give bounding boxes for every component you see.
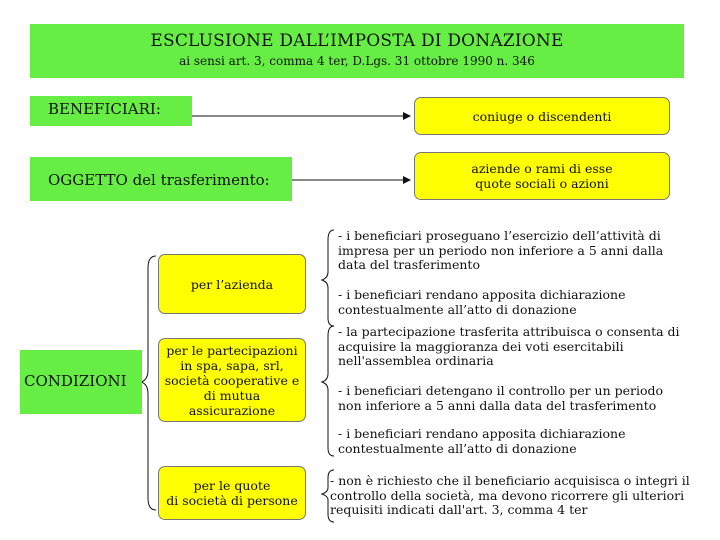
partecipazioni-condition-1: - la partecipazione trasferita attribuisca o consenta di acquisire la maggioranza dei voti esercitabili nell'assemblea ordinaria — [338, 324, 680, 368]
quote-label-line2: di società di persone — [166, 493, 298, 508]
quote-label-line1: per le quote — [193, 478, 271, 493]
quote-condition-1: - non è richiesto che il beneficiario acquisisca o integri il controllo della società, ma devono ricorrere gli ulteriori requisiti indicati dall'art. 3, comma 4 ter — [330, 473, 690, 517]
azienda-condition-1: - i beneficiari proseguano l’esercizio dell’attività di impresa per un periodo non inferiore a 5 anni dalla data del trasferimento — [338, 228, 664, 272]
beneficiari-label: BENEFICIARI: — [30, 96, 192, 126]
quote-box — [158, 466, 306, 520]
azienda-box — [158, 254, 306, 314]
oggetto-value-box — [414, 152, 670, 200]
azienda-label: per l’azienda — [190, 276, 274, 292]
beneficiari-value-box — [414, 97, 670, 135]
partecipazioni-condition-2: - i beneficiari detengano il controllo per un periodo non inferiore a 5 anni dalla data del trasferimento — [338, 383, 664, 413]
partecipazioni-condition-3: - i beneficiari rendano apposita dichiarazione contestualmente all’atto di donazione — [338, 426, 626, 456]
azienda-condition-2: - i beneficiari rendano apposita dichiarazione contestualmente all’atto di donazione — [338, 287, 626, 317]
partecipazioni-bracket — [322, 326, 334, 456]
page-title: ESCLUSIONE DALL’IMPOSTA DI DONAZIONE — [150, 31, 564, 51]
azienda-bracket — [322, 230, 334, 326]
oggetto-value-line1: aziende o rami di esse — [471, 161, 613, 176]
partecipazioni-box — [158, 338, 306, 422]
oggetto-label: OGGETTO del trasferimento: — [30, 157, 292, 201]
condizioni-bracket — [141, 256, 156, 510]
condizioni-label: CONDIZIONI — [20, 350, 142, 414]
beneficiari-value: coniuge o discendenti — [472, 108, 612, 124]
partecipazioni-label-line3: società cooperative e — [164, 372, 300, 388]
partecipazioni-label-line1: per le partecipazioni — [166, 342, 298, 358]
partecipazioni-label-line4: di mutua assicurazione — [188, 387, 276, 418]
oggetto-value-line2: quote sociali o azioni — [475, 176, 609, 191]
partecipazioni-label-line2: in spa, sapa, srl, — [180, 357, 284, 373]
page-subtitle: ai sensi art. 3, comma 4 ter, D.Lgs. 31 ottobre 1990 n. 346 — [179, 54, 535, 68]
